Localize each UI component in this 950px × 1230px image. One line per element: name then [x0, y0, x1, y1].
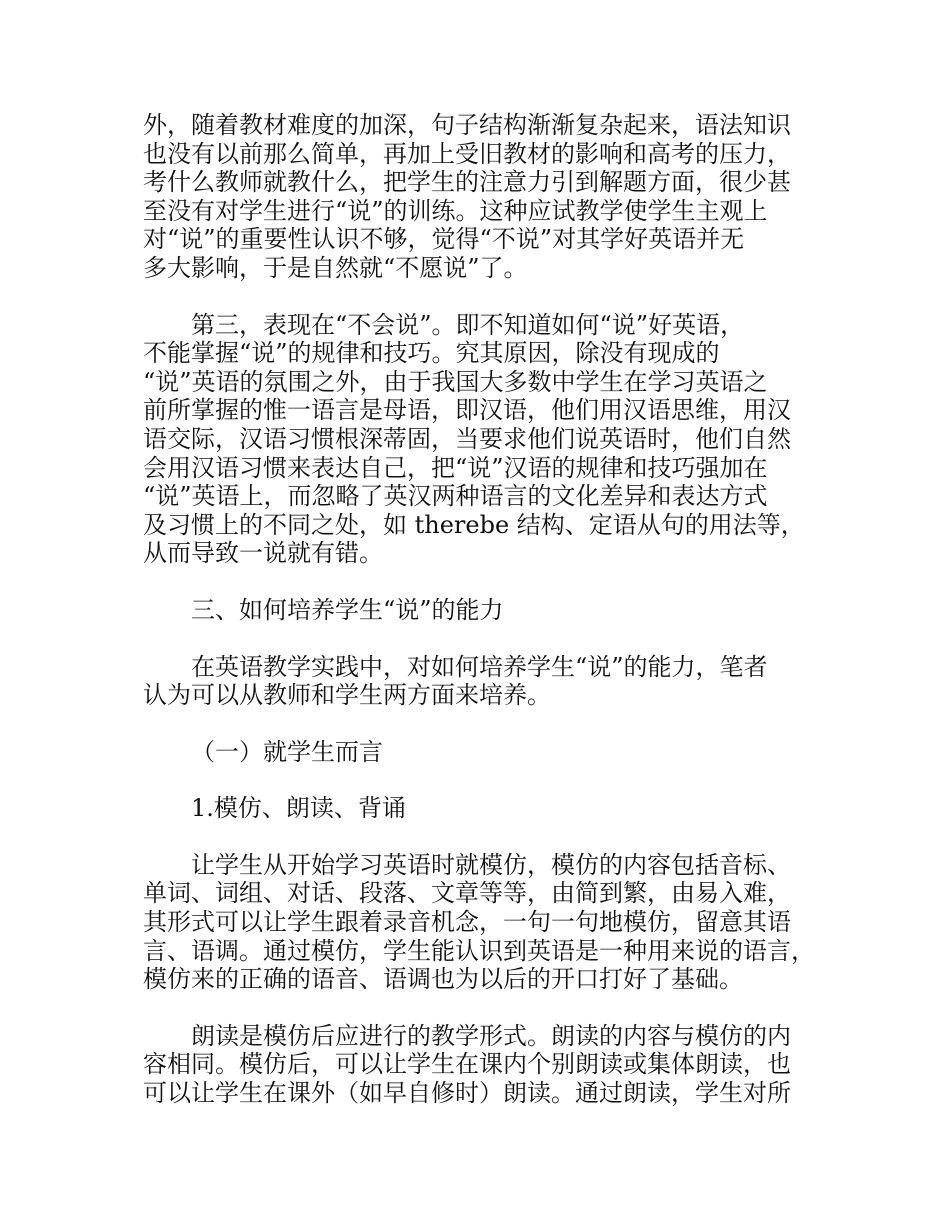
text-line: “说”英语的氛围之外，由于我国大多数中学生在学习英语之 — [143, 367, 768, 396]
paragraph-intro — [143, 653, 823, 710]
subsection-heading — [143, 738, 823, 767]
text-line: 对“说”的重要性认识不够，觉得“不说”对其学好英语并无 — [143, 225, 745, 254]
text-line: 模仿来的正确的语音、语调也为以后的开口打好了基础。 — [143, 965, 743, 994]
text-line: 至没有对学生进行“说”的训练。这种应试教学使学生主观上 — [143, 196, 768, 225]
paragraph-reading — [143, 1022, 823, 1108]
text-line: 可以让学生在课外（如早自修时）朗读。通过朗读，学生对所 — [143, 1079, 791, 1108]
text-line: 容相同。模仿后，可以让学生在课内个别朗读或集体朗读，也 — [143, 1050, 791, 1079]
subsubsection-heading — [143, 794, 823, 823]
text-line: 第三，表现在“不会说”。即不知道如何“说”好英语， — [191, 310, 745, 339]
text-line: 其形式可以让学生跟着录音机念，一句一句地模仿，留意其语 — [143, 908, 791, 937]
paragraph-continuation — [143, 111, 823, 283]
heading-line: 三、如何培养学生“说”的能力 — [191, 595, 504, 624]
text-line: 单词、词组、对话、段落、文章等等，由简到繁，由易入难， — [143, 879, 791, 908]
heading-line: 1.模仿、朗读、背诵 — [191, 794, 406, 823]
text-line: 外，随着教材难度的加深，句子结构渐渐复杂起来，语法知识 — [143, 111, 791, 139]
text-line: 多大影响，于是自然就“不愿说”了。 — [143, 253, 528, 282]
text-line: 不能掌握“说”的规律和技巧。究其原因，除没有现成的 — [143, 339, 720, 368]
text-line: 让学生从开始学习英语时就模仿，模仿的内容包括音标、 — [191, 850, 791, 879]
text-line: 从而导致一说就有错。 — [143, 539, 383, 568]
text-line: “说”英语上，而忽略了英汉两种语言的文化差异和表达方式 — [143, 482, 768, 511]
text-line: 认为可以从教师和学生两方面来培养。 — [143, 681, 551, 710]
text-line: 会用汉语习惯来表达自己，把“说”汉语的规律和技巧强加在 — [143, 453, 768, 482]
text-line: 朗读是模仿后应进行的教学形式。朗读的内容与模仿的内 — [191, 1021, 791, 1050]
document-page — [143, 111, 823, 1136]
text-line: 言、语调。通过模仿，学生能认识到英语是一种用来说的语言， — [143, 936, 815, 965]
text-line: 前所掌握的惟一语言是母语，即汉语，他们用汉语思维，用汉 — [143, 396, 791, 425]
text-line: 也没有以前那么简单，再加上受旧教材的影响和高考的压力， — [143, 139, 791, 168]
paragraph-third-point — [143, 311, 823, 568]
text-line: 及习惯上的不同之处，如 therebe 结构、定语从句的用法等， — [143, 510, 805, 539]
text-line: 语交际，汉语习惯根深蒂固，当要求他们说英语时，他们自然 — [143, 424, 791, 453]
text-line: 考什么教师就教什么，把学生的注意力引到解题方面，很少甚 — [143, 168, 791, 197]
text-line: 在英语教学实践中，对如何培养学生“说”的能力，笔者 — [191, 652, 768, 681]
section-heading — [143, 596, 823, 625]
paragraph-imitation — [143, 851, 823, 994]
heading-line: （一）就学生而言 — [191, 737, 383, 766]
